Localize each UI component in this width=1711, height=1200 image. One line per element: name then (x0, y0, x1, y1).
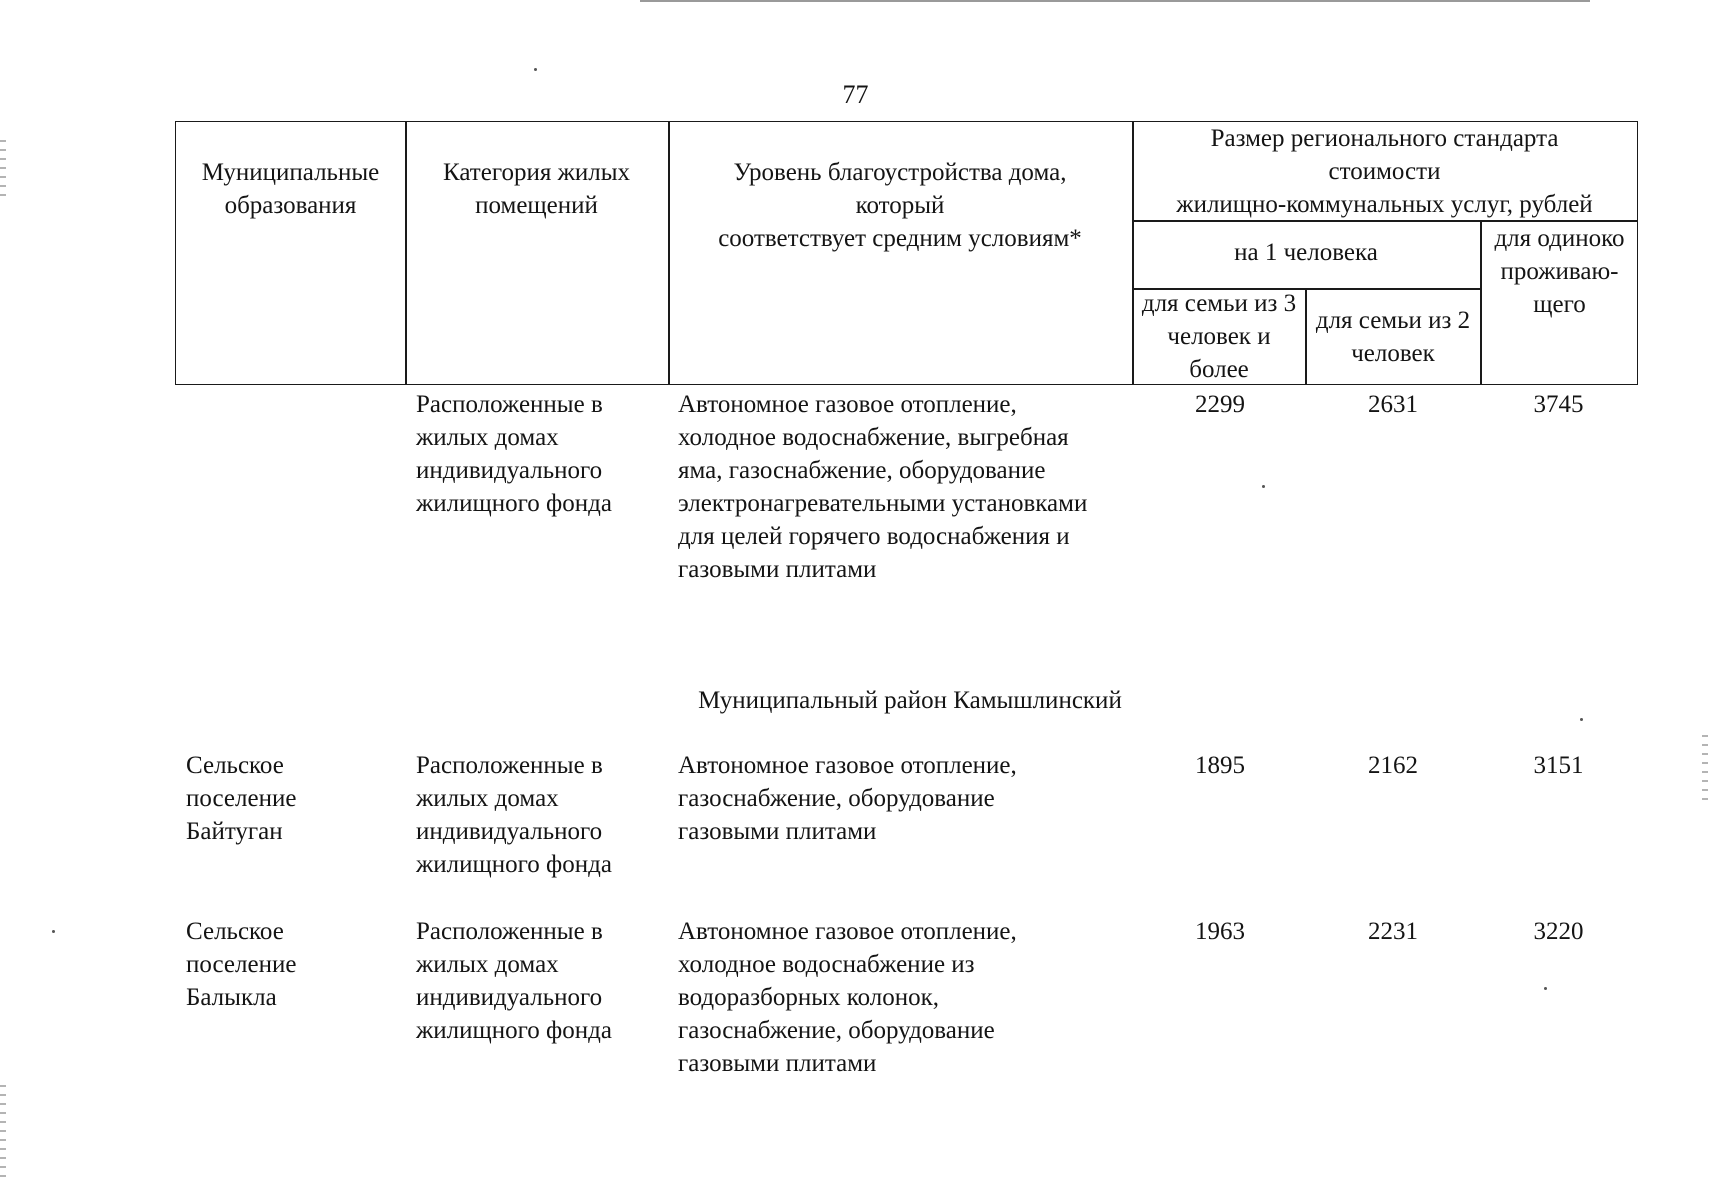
scan-speck (1580, 718, 1583, 721)
top-edge-rule (640, 0, 1590, 2)
left-edge-scan-noise (0, 140, 6, 200)
section-row-0-single: 3151 (1533, 752, 1584, 779)
section-row-1-single: 3220 (1533, 918, 1584, 945)
header-standard-line3: жилищно-коммунальных услуг, рублей (1176, 191, 1593, 218)
table-header (175, 121, 1638, 385)
row-0-level: Автономное газовое отопление, холодное водоснабжение, выгребная яма, газоснабжение, оборудование электронагревательными установками для целей горячего водоснабжения и газовыми плитами (678, 391, 1088, 583)
header-level (668, 156, 1132, 255)
header-level-line1: Уровень благоустройства дома, (733, 159, 1067, 186)
section-row-0-level: Автономное газовое отопление, газоснабжение, оборудование газовыми плитами (678, 752, 1017, 845)
row-0-single: 3745 (1533, 391, 1584, 418)
section-row-1-municipality: Сельское поселение Балыкла (186, 918, 297, 1011)
header-category-text: Категория жилых помещений (443, 159, 630, 219)
header-municipalities-text: Муниципальные образования (201, 159, 380, 219)
header-level-line2: который (855, 192, 945, 219)
header-standard-line1: Размер регионального стандарта (1210, 125, 1559, 152)
section-row-0-municipality: Сельское поселение Байтуган (186, 752, 297, 845)
header-family2-text: для семьи из 2 человек (1315, 307, 1471, 367)
section-row-1-category: Расположенные в жилых домах индивидуального жилищного фонда (416, 918, 612, 1044)
row-0-category: Расположенные в жилых домах индивидуального жилищного фонда (416, 391, 612, 517)
left-edge-scan-noise-lower (0, 1085, 6, 1180)
header-standard (1132, 122, 1637, 221)
header-single (1482, 222, 1637, 321)
scan-speck (534, 68, 537, 71)
header-category (405, 156, 668, 222)
section-row-1-level: Автономное газовое отопление, холодное водоснабжение из водоразборных колонок, газоснабжение, оборудование газовыми плитами (678, 918, 1017, 1077)
header-standard-line2: стоимости (1328, 158, 1441, 185)
row-0-family3: 2299 (1195, 391, 1245, 418)
header-level-line3: соответствует средним условиям* (718, 225, 1082, 252)
section-row-1-family2: 2231 (1368, 918, 1418, 945)
page-number: 77 (842, 80, 869, 109)
section-row-0-family3: 1895 (1195, 752, 1245, 779)
section-row-0-category: Расположенные в жилых домах индивидуального жилищного фонда (416, 752, 612, 878)
header-municipalities (176, 156, 405, 222)
section-row-0-family2: 2162 (1368, 752, 1418, 779)
scan-speck (52, 930, 55, 933)
right-edge-scan-noise (1702, 735, 1708, 805)
header-family2 (1306, 304, 1480, 370)
header-per-person-text: на 1 человека (1234, 239, 1378, 266)
header-family3 (1132, 287, 1306, 386)
row-0-family2: 2631 (1368, 391, 1418, 418)
scan-speck (1544, 987, 1547, 990)
section-title: Муниципальный район Камышлинский (698, 687, 1122, 714)
scan-speck (1262, 485, 1265, 488)
header-family3-text: для семьи из 3 человек и более (1141, 290, 1297, 383)
header-single-text: для одиноко проживаю-щего (1494, 225, 1625, 318)
header-per-person (1132, 236, 1480, 269)
section-row-1-family3: 1963 (1195, 918, 1245, 945)
